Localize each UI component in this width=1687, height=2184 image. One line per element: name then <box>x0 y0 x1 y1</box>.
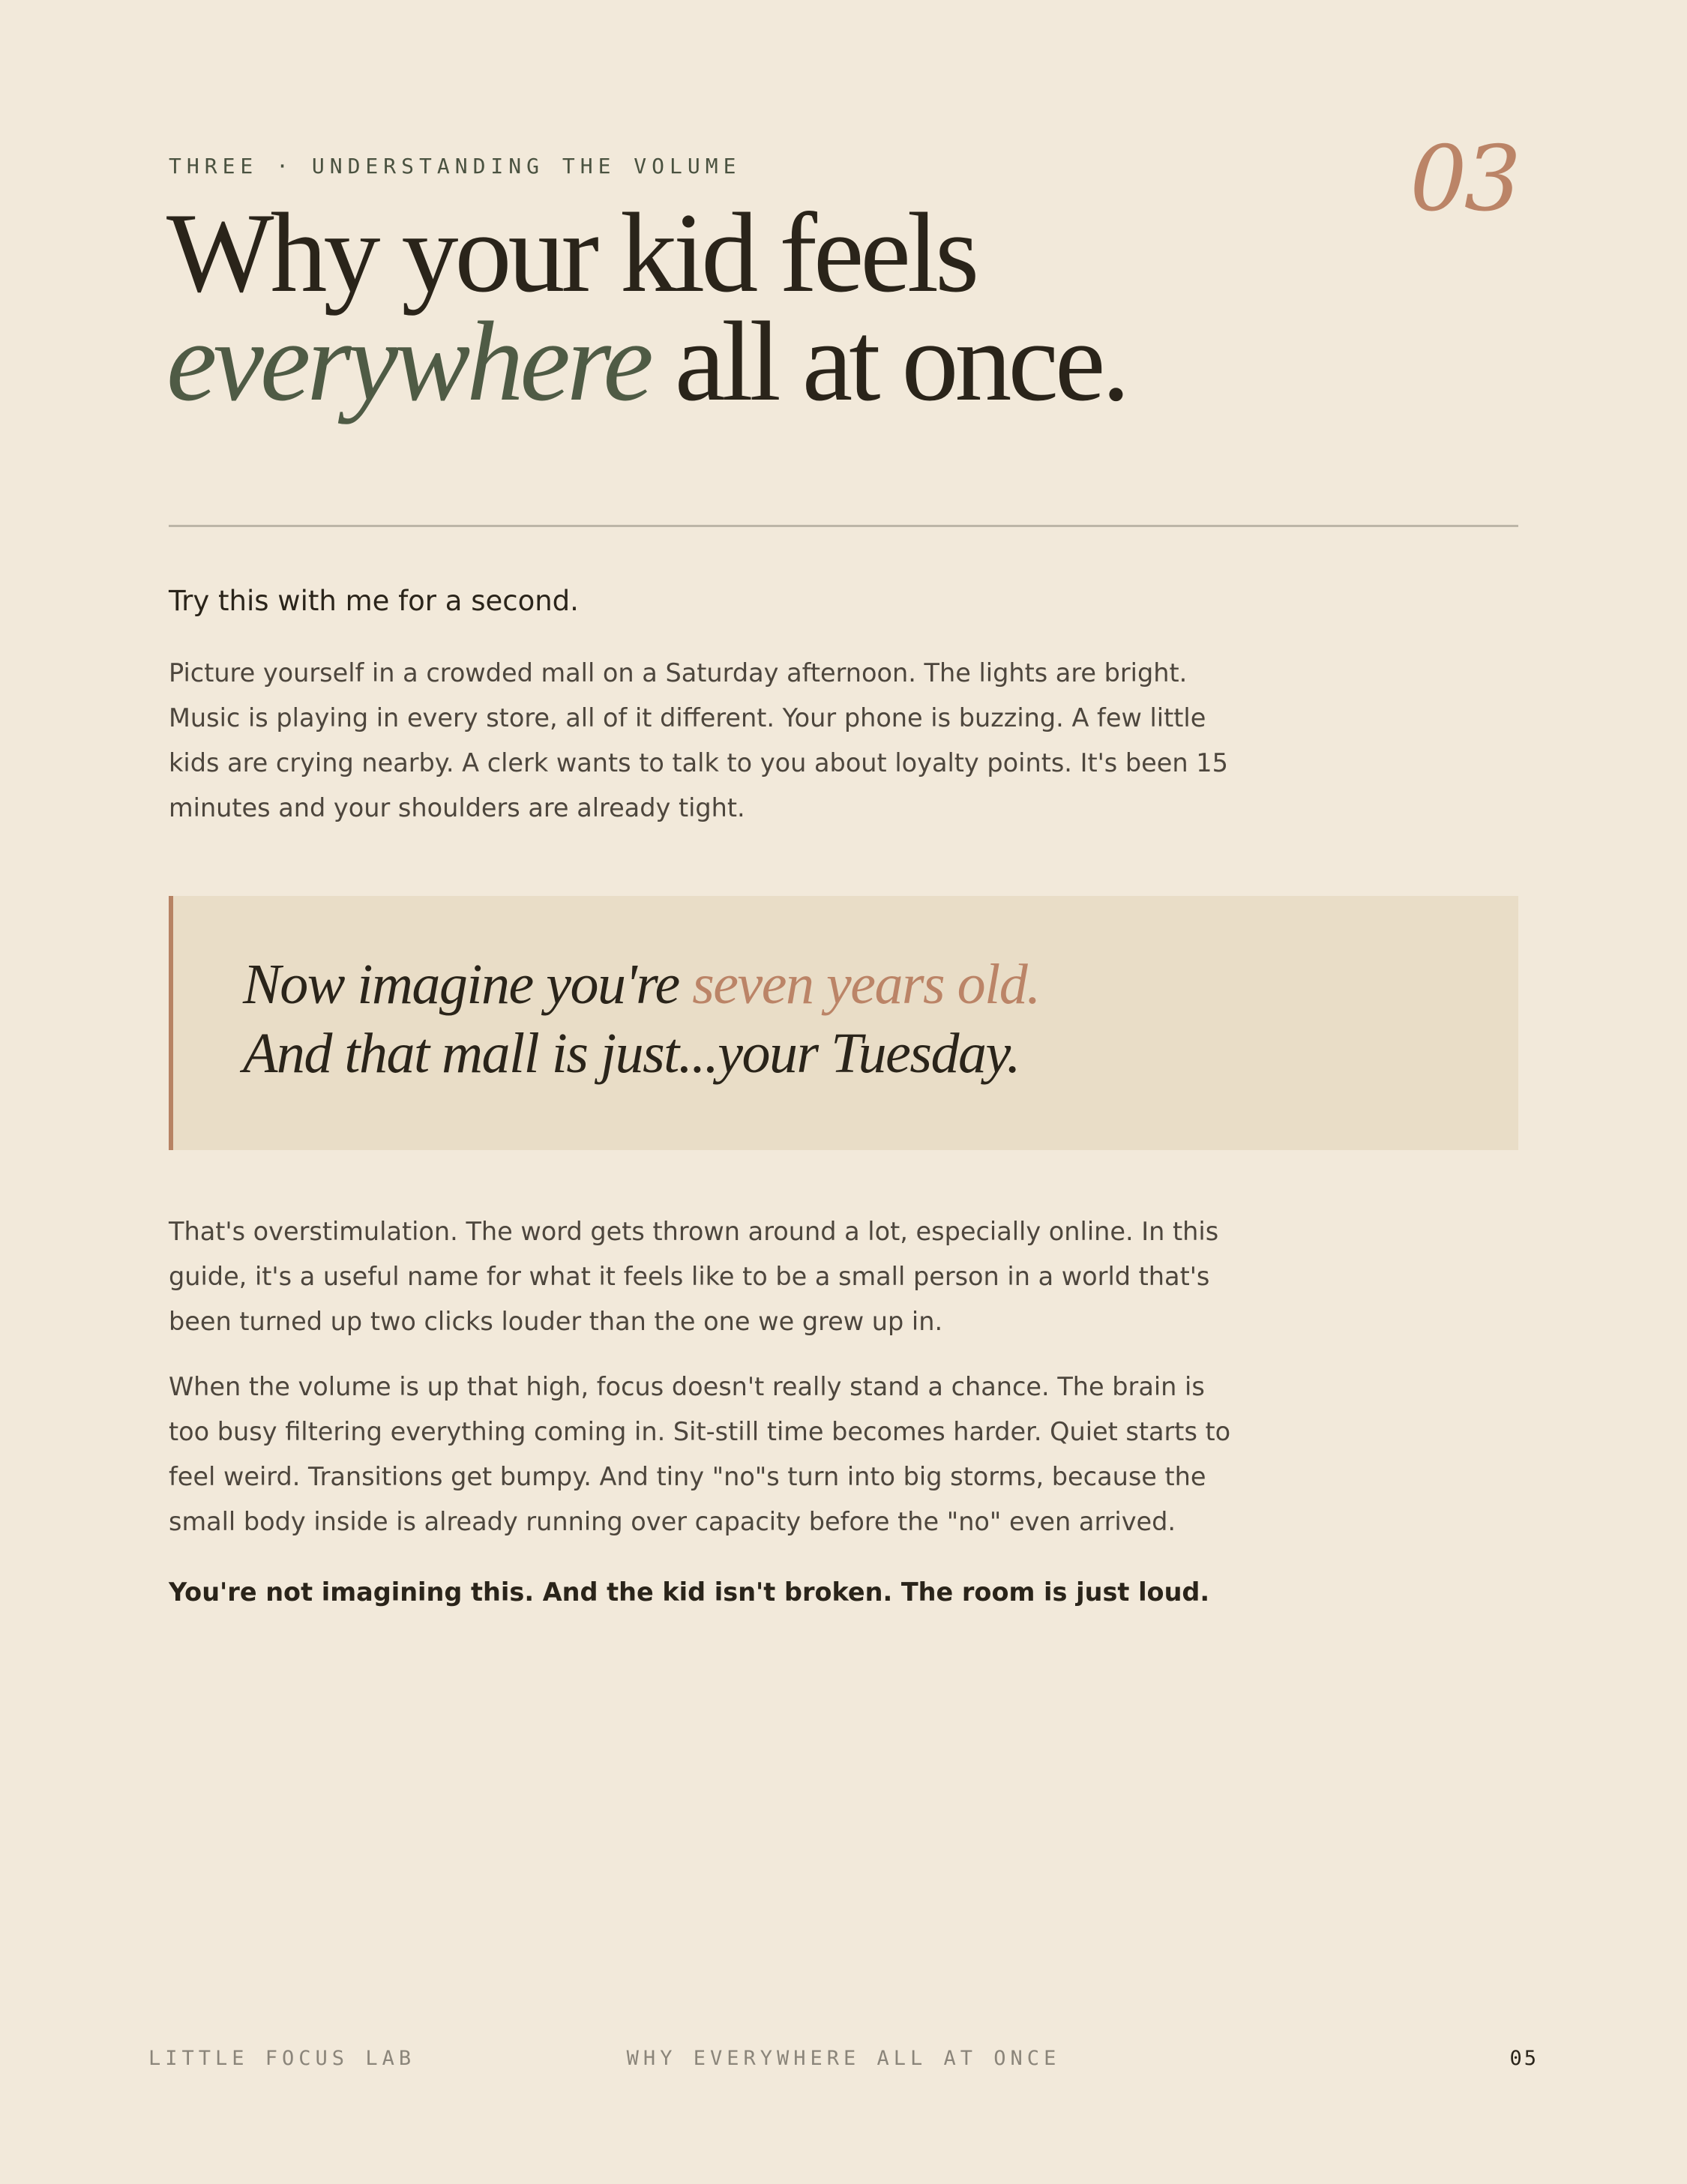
quote-line-2: And that mall is just...your Tuesday. <box>243 1022 1020 1085</box>
footer-brand: LITTLE FOCUS LAB <box>148 2047 416 2070</box>
quote-line-1-start: Now imagine you're <box>243 953 693 1016</box>
closing-statement: You're not imagining this. And the kid isn't broken. The room is just loud. <box>169 1577 1210 1607</box>
page-title <box>166 190 1127 424</box>
body-paragraph-3: When the volume is up that high, focus doesn't really stand a chance. The brain is too busy filtering everything coming in. Sit-still time becomes harder. Quiet starts to feel weird. Transitions get bumpy. And tiny "no"s turn into big storms, because the small body inside is already running over capacity before the "no" even arrived. <box>169 1372 1231 1536</box>
chapter-number: 03 <box>1410 127 1518 232</box>
title-accent-word: everywhere <box>166 298 650 424</box>
section-divider <box>169 525 1518 527</box>
pull-quote-text <box>243 950 1040 1088</box>
quote-accent: seven years old. <box>692 953 1040 1016</box>
title-line-2-rest: all at once. <box>649 298 1127 424</box>
title-line-1: Why your kid feels <box>166 190 976 316</box>
footer-section-title: WHY EVERYWHERE ALL AT ONCE <box>626 2047 1061 2070</box>
body-paragraph-2: That's overstimulation. The word gets thrown around a lot, especially online. In this guide, it's a useful name for what it feels like to be a small person in a world that's been turned up two clicks louder than the one we grew up in. <box>169 1217 1219 1336</box>
lead-sentence: Try this with me for a second. <box>169 585 579 617</box>
pull-quote <box>169 896 1518 1150</box>
page-number: 05 <box>1509 2047 1539 2070</box>
section-eyebrow: THREE · UNDERSTANDING THE VOLUME <box>169 154 742 178</box>
body-paragraph-1: Picture yourself in a crowded mall on a Saturday afternoon. The lights are bright. Music is playing in every store, all of it different. Your phone is buzzing. A few little kids are crying nearby. A clerk wants to talk to you about loyalty points. It's been 15 minutes and your shoulders are already tight. <box>169 658 1228 822</box>
